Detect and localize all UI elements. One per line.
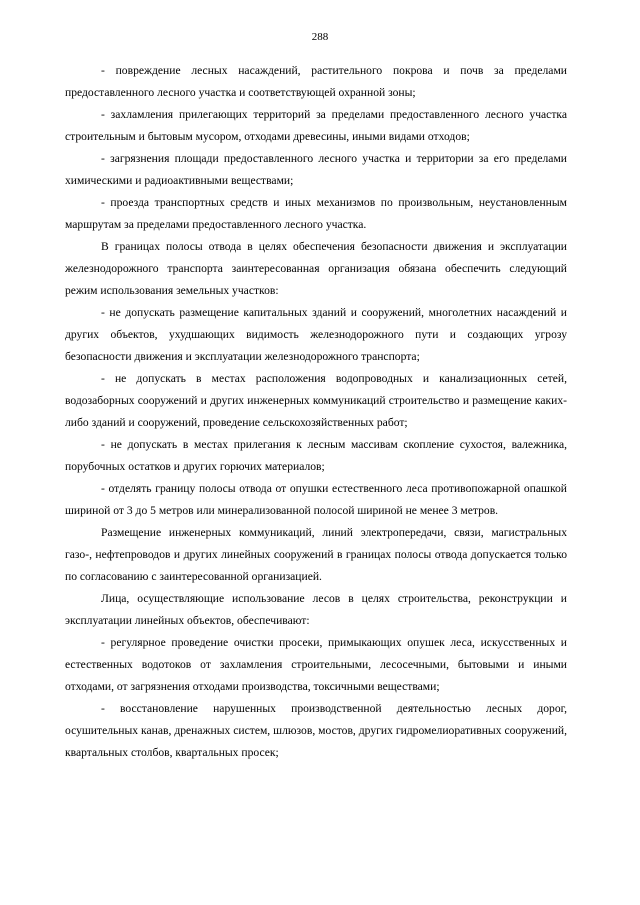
paragraph: - захламления прилегающих территорий за пределами предоставленного лесного участка строительным и бытовым мусором, отходами древесины, иными видами отходов; — [65, 108, 567, 143]
paragraph: - загрязнения площади предоставленного лесного участка и территории за его пределами химическими и радиоактивными веществами; — [65, 152, 567, 187]
paragraph: - не допускать в местах расположения водопроводных и канализационных сетей, водозаборных сооружений и других инженерных коммуникаций строительство и размещение каких-либо зданий и сооружений, проведение сельскохозяйственных работ; — [65, 372, 567, 429]
paragraph: - повреждение лесных насаждений, растительного покрова и почв за пределами предоставленного лесного участка и соответствующей охранной зоны; — [65, 64, 567, 99]
paragraph: - проезда транспортных средств и иных механизмов по произвольным, неустановленным маршрутам за пределами предоставленного лесного участка. — [65, 196, 567, 231]
paragraph: - регулярное проведение очистки просеки, примыкающих опушек леса, искусственных и естественных водотоков от захламления строительными, лесосечными, бытовыми и иными отходами, от загрязнения отходами производства, токсичными веществами; — [65, 636, 567, 693]
paragraph: - отделять границу полосы отвода от опушки естественного леса противопожарной опашкой шириной от 3 до 5 метров или минерализованной полосой шириной не менее 3 метров. — [65, 482, 567, 517]
document-body — [65, 60, 567, 764]
page-number: 288 — [311, 31, 329, 43]
paragraph: Размещение инженерных коммуникаций, линий электропередачи, связи, магистральных газо-, нефтепроводов и других линейных сооружений в границах полосы отвода допускается только по согласованию с заинтересованной организацией. — [65, 526, 567, 583]
paragraph: - не допускать в местах прилегания к лесным массивам скопление сухостоя, валежника, порубочных остатков и других горючих материалов; — [65, 438, 567, 473]
paragraph: Лица, осуществляющие использование лесов в целях строительства, реконструкции и эксплуатации линейных объектов, обеспечивают: — [65, 592, 567, 627]
paragraph: - не допускать размещение капитальных зданий и сооружений, многолетних насаждений и других объектов, ухудшающих видимость железнодорожного пути и создающих угрозу безопасности движения и эксплуатации железнодорожного транспорта; — [65, 306, 567, 363]
paragraph: - восстановление нарушенных производственной деятельностью лесных дорог, осушительных канав, дренажных систем, шлюзов, мостов, других гидромелиоративных сооружений, квартальных столбов, квартальных просек; — [65, 702, 567, 759]
paragraph: В границах полосы отвода в целях обеспечения безопасности движения и эксплуатации железнодорожного транспорта заинтересованная организация обязана обеспечить следующий режим использования земельных участков: — [65, 240, 567, 297]
